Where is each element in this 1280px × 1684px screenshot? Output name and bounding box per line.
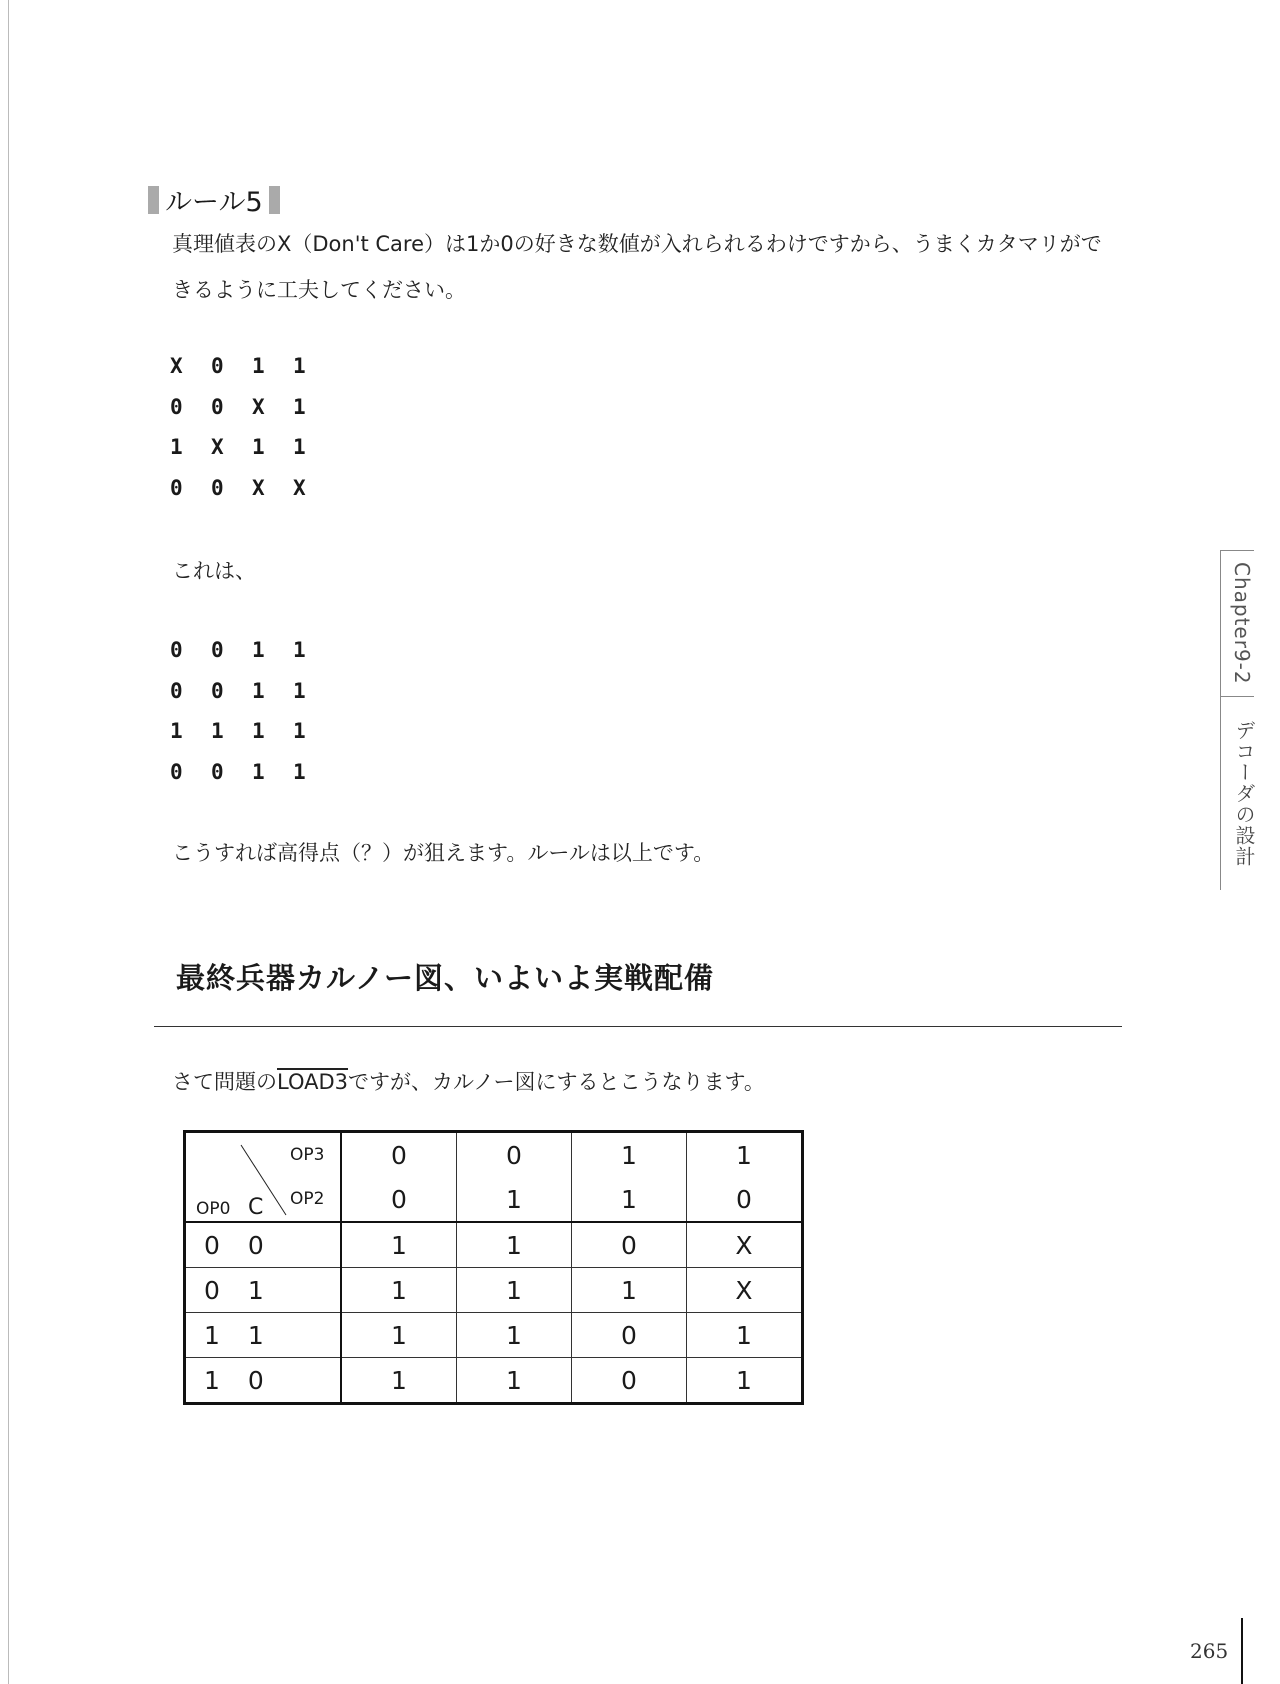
page-number-rule (1241, 1618, 1243, 1684)
matrix-cell: 0 (211, 759, 224, 784)
matrix-cell: 0 (211, 475, 224, 500)
kmap-cell: 1 (457, 1268, 572, 1313)
page-number: 265 (1190, 1639, 1229, 1663)
rule-heading (148, 180, 280, 219)
kmap-row (185, 1313, 803, 1358)
matrix-cell: 1 (293, 719, 306, 743)
kmap-cell: 1 (341, 1222, 457, 1268)
matrix-cell: 1 (170, 435, 183, 459)
lead-text-after: ですが、カルノー図にするとこうなります。 (348, 1070, 765, 1094)
matrix-row (170, 760, 334, 801)
kmap-col-header-op3: 0 (457, 1132, 572, 1178)
corner-label-op2: OP2 (290, 1189, 325, 1209)
kmap-cell: 0 (572, 1222, 687, 1268)
kmap-cell: 1 (341, 1313, 457, 1358)
lead-paragraph (172, 1059, 765, 1105)
kmap-cell: 1 (457, 1313, 572, 1358)
matrix-cell: 0 (170, 678, 183, 703)
kmap-corner (185, 1132, 342, 1223)
lead-text-before: さて問題の (172, 1070, 277, 1094)
intro-paragraph: 真理値表のX（Don't Care）は1か0の好きな数値が入れられるわけですから、うまくカタマリができるように工夫してください。 (172, 232, 1102, 302)
corner-label-c: C (248, 1195, 264, 1220)
matrix-cell: 1 (293, 354, 306, 378)
matrix-cell: 1 (293, 678, 306, 703)
kmap-cell: X (687, 1268, 803, 1313)
kmap-col-header-op2: 0 (687, 1177, 803, 1222)
matrix-cell: 1 (293, 435, 306, 459)
kmap-col-header-op2: 1 (572, 1177, 687, 1222)
matrix-cell: 0 (211, 638, 224, 662)
matrix-cell: X (170, 354, 183, 378)
matrix-cell: X (252, 475, 265, 500)
kmap-row-label: 0 0 (185, 1222, 342, 1268)
matrix-cell: 0 (170, 638, 183, 662)
kmap-row (185, 1358, 803, 1404)
section-divider (154, 1026, 1122, 1027)
matrix-cell: 0 (211, 678, 224, 703)
kmap-col-header-op2: 1 (457, 1177, 572, 1222)
heading-bar-left (148, 186, 159, 214)
matrix-cell: 1 (252, 719, 265, 743)
side-tab-line (1220, 550, 1221, 890)
kmap-cell: 1 (457, 1358, 572, 1404)
matrix-row (170, 354, 334, 395)
chapter-title: デコーダの設計 (1232, 720, 1256, 867)
matrix-row (170, 719, 334, 760)
matrix-cell: X (293, 475, 306, 500)
matrix-cell: X (252, 394, 265, 419)
matrix-after (170, 638, 334, 800)
kmap-cell: 1 (341, 1268, 457, 1313)
side-tab-top-rule (1220, 550, 1254, 551)
matrix-cell: 1 (293, 638, 306, 662)
kmap-col-header-op3: 0 (341, 1132, 457, 1178)
matrix-row (170, 395, 334, 436)
kmap-cell: 1 (572, 1268, 687, 1313)
chapter-side-tab (1218, 550, 1258, 890)
matrix-row (170, 435, 334, 476)
matrix-cell: 0 (170, 475, 183, 500)
kmap-cell: 0 (572, 1313, 687, 1358)
matrix-cell: 1 (252, 435, 265, 459)
matrix-before (170, 354, 334, 516)
matrix-cell: 1 (293, 394, 306, 419)
kmap-cell: 1 (457, 1222, 572, 1268)
karnaugh-map (183, 1130, 804, 1405)
matrix-cell: X (211, 435, 224, 459)
matrix-row (170, 638, 334, 679)
kmap-cell: 1 (687, 1358, 803, 1404)
kmap-row (185, 1268, 803, 1313)
corner-label-op3: OP3 (290, 1145, 325, 1165)
matrix-cell: 1 (170, 719, 183, 743)
matrix-cell: 1 (252, 678, 265, 703)
matrix-cell: 1 (293, 759, 306, 784)
side-tab-separator (1220, 696, 1254, 697)
matrix-cell: 0 (211, 394, 224, 419)
matrix-cell: 1 (252, 638, 265, 662)
rule-heading-label: ルール5 (165, 187, 263, 218)
corner-label-op0: OP0 (196, 1199, 231, 1219)
matrix-row (170, 679, 334, 720)
chapter-label: Chapter9-2 (1230, 562, 1254, 685)
closing-paragraph: こうすれば高得点（？）が狙えます。ルールは以上です。 (172, 841, 715, 865)
section-title: 最終兵器カルノー図、いよいよ実戦配備 (176, 961, 714, 995)
matrix-cell: 1 (211, 719, 224, 743)
kmap-col-header-op2: 0 (341, 1177, 457, 1222)
matrix-cell: 1 (252, 354, 265, 378)
kmap-cell: 0 (572, 1358, 687, 1404)
kmap-col-header-op3: 1 (687, 1132, 803, 1178)
matrix-cell: 0 (170, 759, 183, 784)
kmap-col-header-op3: 1 (572, 1132, 687, 1178)
kmap-row (185, 1222, 803, 1268)
transition-text: これは、 (172, 559, 256, 583)
kmap-row-label: 1 0 (185, 1358, 342, 1404)
kmap-cell: X (687, 1222, 803, 1268)
heading-bar-right (269, 186, 280, 214)
matrix-cell: 0 (211, 354, 224, 378)
matrix-cell: 0 (170, 394, 183, 419)
kmap-row-label: 0 1 (185, 1268, 342, 1313)
matrix-cell: 1 (252, 759, 265, 784)
signal-name: LOAD3 (277, 1070, 349, 1094)
matrix-row (170, 476, 334, 517)
kmap-cell: 1 (687, 1313, 803, 1358)
kmap-cell: 1 (341, 1358, 457, 1404)
kmap-row-label: 1 1 (185, 1313, 342, 1358)
